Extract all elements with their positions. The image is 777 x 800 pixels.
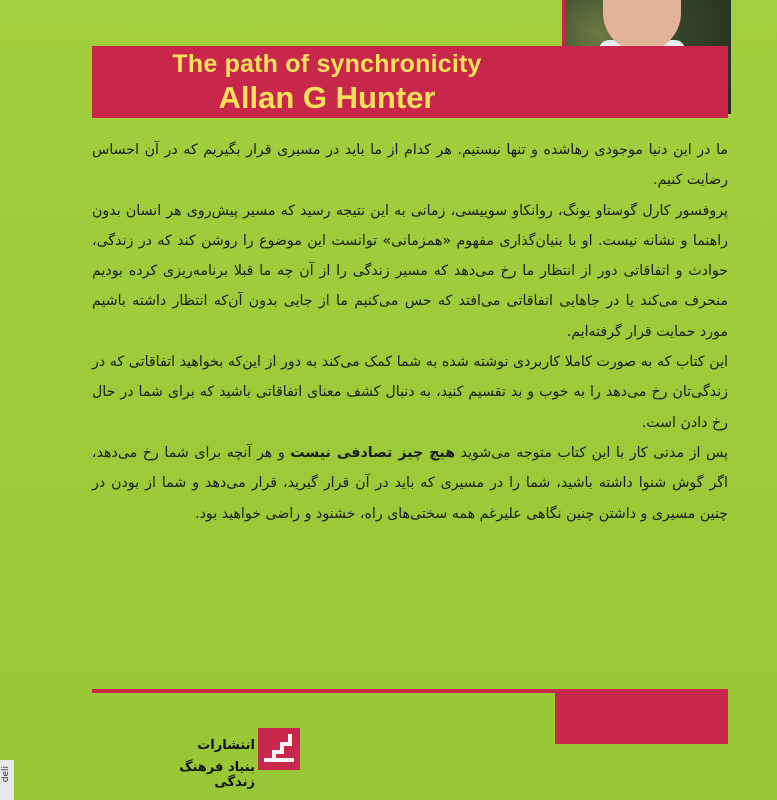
edge-label: deli	[1, 766, 11, 783]
edge-strip	[0, 760, 14, 800]
book-title: The path of synchronicity	[172, 50, 482, 78]
blurb-emphasis: هیچ چیز تصادفی نیست	[290, 444, 456, 461]
publisher-name: بنیاد فرهنگ زندگی	[179, 760, 255, 790]
bottom-accent-block	[555, 689, 728, 744]
blurb-paragraph	[92, 438, 728, 529]
blurb-text	[92, 135, 728, 529]
blurb-paragraph: این کتاب که به صورت کاملا کاربردی نوشته شده به شما کمک می‌کند به دور از این‌که بخواهید اتفاقاتی که در زندگی‌تان رخ می‌دهد را به خوب و بد تقسیم کنید، به دنبال کشف معنای اتفاقاتی باشید که برای شما در حال رخ دادن است.	[92, 354, 728, 431]
author-name: Allan G Hunter	[218, 80, 436, 115]
publisher-logo-icon	[258, 728, 300, 770]
blurb-text-segment: پس از مدتی کار با این کتاب متوجه می‌شوید	[455, 444, 728, 461]
blurb-paragraph: پروفسور کارل گوستاو یونگ، روانکاو سوییسی، زمانی به این نتیجه رسید که مسیر پیش‌روی هر انسان بدون راهنما و نشانه نیست. او با بنیان‌گذاری مفهوم «همزمانی» توانست این موضوع را روشن کند که در زندگی، حوادث و اتفاقاتی دور از انتظار ما رخ می‌دهد که مسیر زندگی را از آن چه ما قبلا برنامه‌ریزی کرده بودیم منحرف می‌کند یا در جاهایی اتفاقاتی می‌افتد که حس می‌کنیم ما از جایی بدون آن‌که انتظار داشته باشیم مورد حمایت قرار گرفته‌ایم.	[92, 202, 728, 340]
blurb-text-segment: و هر آنچه برای شما رخ می‌دهد، اگر گوش شنوا داشته باشید، شما را در مسیری که باید در آن قرار گیرید، قرار می‌دهد و شما از بودن در چنین مسیری و داشتن چنین نگاهی علیرغم همه سختی‌های راه، خشنود و راضی خواهید بود.	[92, 444, 728, 522]
publisher-label: انتشارات	[197, 738, 255, 753]
blurb-paragraph: ما در این دنیا موجودی رهاشده و تنها نیستیم. هر کدام از ما باید در مسیری قرار بگیریم که در آن احساس رضایت کنیم.	[92, 142, 728, 189]
